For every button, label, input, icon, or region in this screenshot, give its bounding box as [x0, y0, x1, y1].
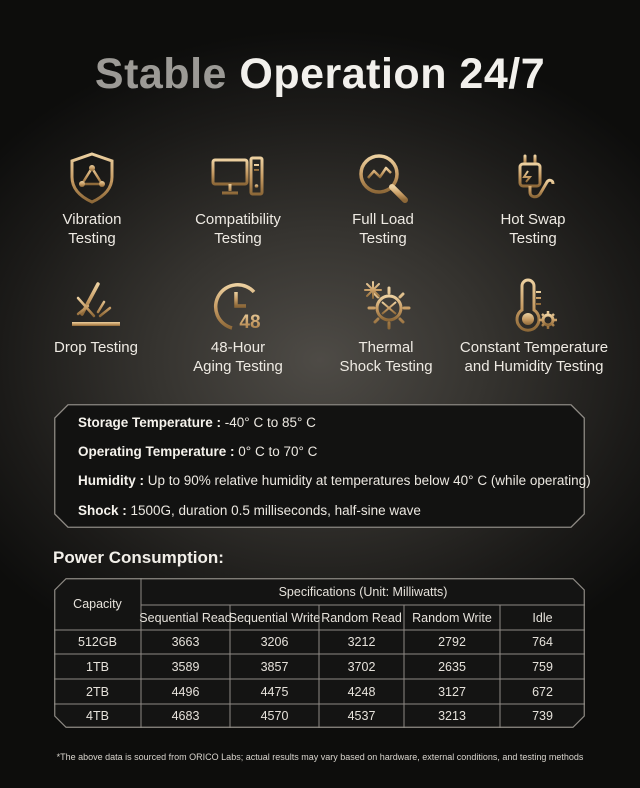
table-cell: 3589 — [171, 659, 200, 674]
feature-label: Constant Temperature and Humidity Testing — [459, 339, 609, 375]
spec-shock — [78, 503, 421, 518]
feature-vibration — [12, 150, 172, 248]
spec-value: 0° C to 70° C — [234, 444, 318, 459]
table-cell: 4248 — [347, 684, 376, 699]
feature-full-load — [303, 150, 463, 248]
row-capacity: 4TB — [86, 709, 109, 723]
spec-key: Shock : — [78, 503, 127, 518]
computer-tower-icon — [210, 150, 266, 206]
table-cell: 4496 — [171, 684, 200, 699]
table-cell: 764 — [532, 635, 553, 649]
table-cell: 2792 — [438, 635, 466, 649]
sun-snowflake-icon — [358, 278, 414, 334]
feature-thermal-shock — [306, 278, 466, 376]
table-cell: 759 — [532, 659, 553, 674]
clock-48-icon — [210, 278, 266, 334]
feature-label: Thermal Shock Testing — [339, 339, 433, 375]
shield-triangle-icon — [64, 150, 120, 206]
feature-compatibility — [158, 150, 318, 248]
page-title — [0, 50, 640, 99]
footnote: *The above data is sourced from ORICO Labs; actual results may vary based on hardware, external conditions, and testing methods — [56, 752, 584, 762]
column-header-idle: Idle — [532, 610, 553, 625]
table-cell: 4570 — [260, 709, 289, 723]
title-part-1: Stable — [94, 50, 227, 98]
table-cell: 3663 — [171, 635, 200, 649]
feature-temp-humidity — [448, 278, 620, 376]
row-capacity: 512GB — [78, 635, 117, 649]
table-cell: 2635 — [438, 659, 466, 674]
spec-key: Operating Temperature : — [78, 444, 235, 459]
table-cell: 4537 — [347, 709, 376, 723]
feature-aging — [158, 278, 318, 376]
specifications-list — [54, 404, 591, 528]
feature-hot-swap — [453, 150, 613, 248]
capacity-header: Capacity — [73, 597, 122, 611]
spec-key: Humidity : — [78, 473, 144, 488]
feature-label: Vibration Testing — [62, 211, 122, 247]
feature-label: Full Load Testing — [352, 211, 414, 247]
table-cell: 3702 — [347, 659, 376, 674]
feature-label: Drop Testing — [54, 339, 138, 356]
column-header-sequential-read: Sequential Read — [139, 610, 232, 625]
specifications-header: Specifications (Unit: Milliwatts) — [278, 584, 448, 599]
column-header-random-write: Random Write — [412, 610, 492, 625]
spec-value: -40° C to 85° C — [221, 415, 316, 430]
feature-drop — [16, 278, 176, 357]
row-capacity: 1TB — [86, 659, 109, 674]
spec-storage-temperature — [78, 415, 316, 430]
spec-operating-temperature — [78, 444, 317, 459]
thermometer-gear-icon — [506, 278, 562, 334]
spec-value: 1500G, duration 0.5 milliseconds, half-sine wave — [126, 503, 421, 518]
table-cell: 3206 — [260, 635, 289, 649]
drop-impact-icon — [68, 278, 124, 334]
spec-key: Storage Temperature : — [78, 415, 222, 430]
feature-label: Compatibility Testing — [195, 211, 281, 247]
plug-icon — [505, 150, 561, 206]
table-cell: 3127 — [438, 684, 466, 699]
spec-value: Up to 90% relative humidity at temperatures below 40° C (while operating) — [144, 473, 591, 488]
column-header-random-read: Random Read — [321, 610, 402, 625]
power-table — [54, 578, 585, 728]
feature-label: 48-Hour Aging Testing — [193, 339, 283, 375]
column-header-sequential-write: Sequential Write — [228, 610, 321, 625]
feature-label: Hot Swap Testing — [500, 211, 566, 247]
table-cell: 4683 — [171, 709, 200, 723]
table-cell: 3857 — [260, 659, 289, 674]
table-cell: 4475 — [260, 684, 289, 699]
magnifier-graph-icon — [355, 150, 411, 206]
table-cell: 3213 — [438, 709, 466, 723]
row-capacity: 2TB — [86, 684, 109, 699]
table-cell: 739 — [532, 709, 553, 723]
table-cell: 672 — [532, 684, 553, 699]
table-cell: 3212 — [347, 635, 376, 649]
clock-48-label: 48 — [239, 312, 261, 333]
power-consumption-title: Power Consumption: — [53, 548, 224, 567]
spec-humidity — [78, 473, 591, 488]
title-part-2: Operation 24/7 — [239, 50, 546, 98]
